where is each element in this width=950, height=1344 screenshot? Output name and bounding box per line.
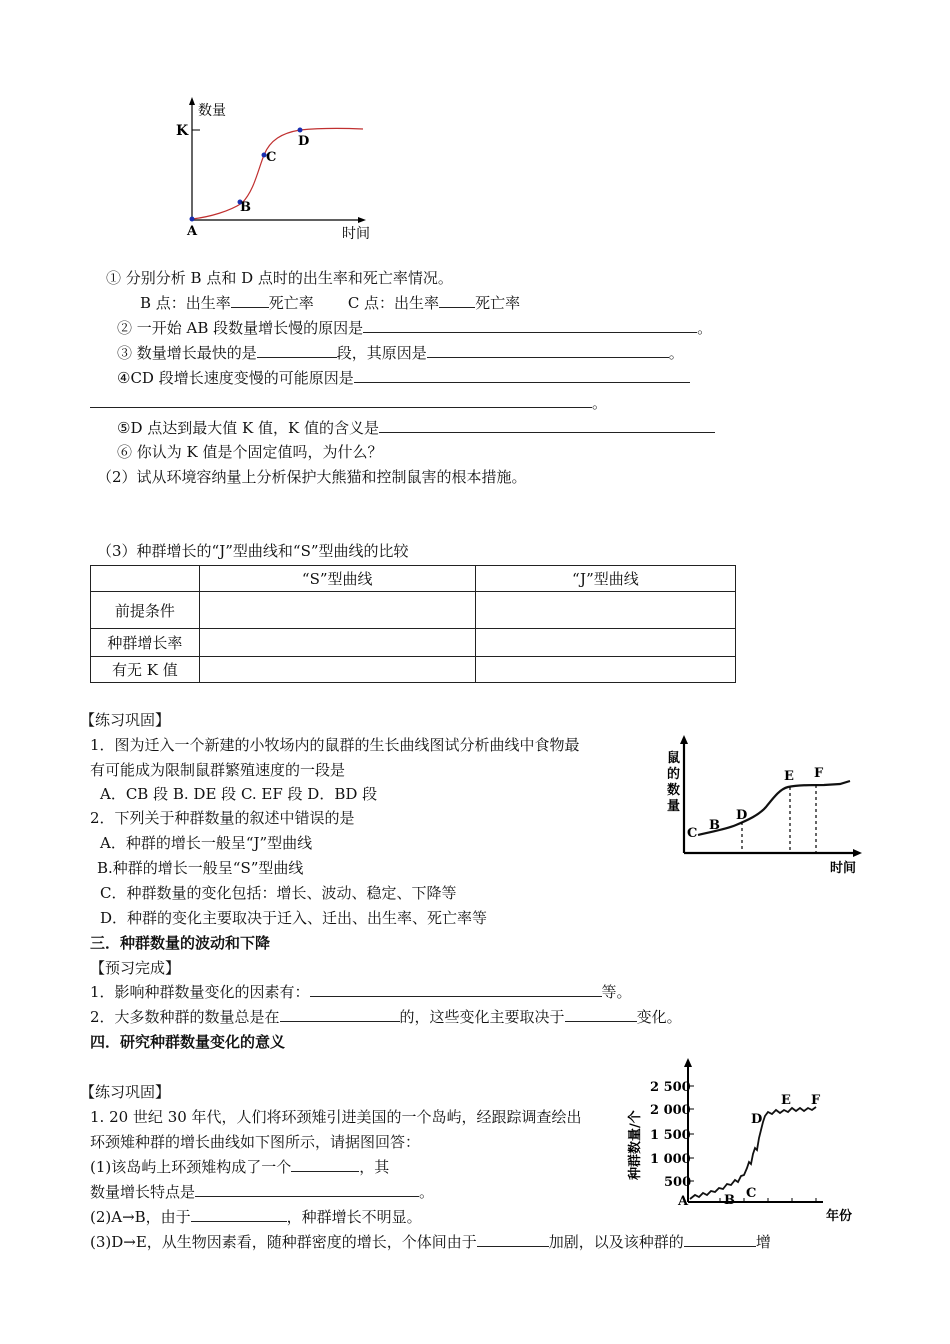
k-label: K — [176, 123, 189, 139]
row-label-premise: 前提条件 — [91, 592, 200, 629]
p1-line-a: 1．图为迁入一个新建的小牧场内的鼠群的生长曲线图试分析曲线中食物最 — [90, 736, 580, 754]
point-a-marker — [190, 217, 195, 222]
x-axis-arrow-icon — [853, 849, 862, 857]
population-type-blank[interactable] — [291, 1157, 359, 1172]
s-curve-figure — [170, 95, 390, 245]
p2-option-b: B.种群的增长一般呈“S”型曲线 — [97, 859, 304, 877]
row-label-k-value: 有无 K 值 — [91, 657, 200, 683]
table-header-empty — [91, 566, 200, 592]
p2-option-c: C．种群数量的变化包括：增长、波动、稳定、下降等 — [100, 884, 457, 902]
mouse-curve-figure — [664, 735, 874, 880]
fluctuation-blank[interactable] — [280, 1007, 400, 1022]
q1-line1: ① 分别分析 B 点和 D 点时的出生率和死亡率情况。 — [106, 269, 453, 287]
ab-reason-blank[interactable] — [363, 318, 697, 333]
point-b-label: B — [709, 818, 720, 833]
y-label-char-3: 数 — [667, 783, 681, 798]
table-row — [91, 592, 736, 629]
point-e-label: E — [784, 769, 794, 784]
p2-line6: (3)D→E，从生物因素看，随种群密度的增长，个体间由于 加剧，以及该种群的 增 — [90, 1233, 771, 1251]
p1-options: A．CB 段 B. DE 段 C. EF 段 D．BD 段 — [100, 785, 378, 803]
point-a-label: A — [678, 1194, 689, 1209]
cd-reason-blank[interactable] — [354, 368, 690, 383]
q1-line2: B 点：出生率 死亡率 C 点：出生率 死亡率 — [140, 294, 521, 312]
cell-s-k-value[interactable] — [199, 657, 475, 683]
p2-question: 2．下列关于种群数量的叙述中错误的是 — [90, 809, 355, 827]
tick-label-2000: 2 000 — [650, 1103, 691, 1118]
comparison-table — [90, 565, 736, 683]
q1-line3: ② 一开始 AB 段数量增长慢的原因是 。 — [117, 319, 713, 337]
point-d-label: D — [298, 134, 310, 149]
table-header-row — [91, 566, 736, 592]
section-3-title: 三．种群数量的波动和下降 — [90, 934, 271, 952]
tick-label-1500: 1 500 — [650, 1128, 691, 1143]
k-meaning-blank[interactable] — [379, 418, 715, 433]
c-birth-blank[interactable] — [439, 293, 475, 308]
p1-line-b: 有可能成为限制鼠群繁殖速度的一段是 — [90, 761, 346, 779]
s-curve-line — [192, 128, 363, 219]
q2-text: （2）试从环境容纳量上分析保护大熊猫和控制鼠害的根本措施。 — [97, 468, 527, 486]
mouse-curve-line — [698, 781, 850, 835]
point-b-label: B — [240, 200, 251, 215]
table-row — [91, 657, 736, 683]
p2-option-d: D．种群的变化主要取决于迁入、迁出、出生率、死亡率等 — [100, 909, 488, 927]
y-label-char-2: 的 — [667, 767, 681, 782]
p2-line5: (2)A→B，由于 ，种群增长不明显。 — [90, 1208, 422, 1226]
practice-heading-2: 【练习巩固】 — [80, 1083, 171, 1101]
section-4-title: 四．研究种群数量变化的意义 — [90, 1033, 286, 1051]
cell-s-growth-rate[interactable] — [199, 629, 475, 657]
point-d-label: D — [736, 808, 748, 823]
point-d-marker — [298, 128, 303, 133]
competition-blank[interactable] — [477, 1232, 549, 1247]
point-c-label: C — [266, 150, 277, 165]
tick-label-2500: 2 500 — [650, 1080, 691, 1095]
y-label-char-4: 量 — [667, 799, 681, 814]
x-axis-label: 年份 — [826, 1209, 853, 1224]
x-axis-label: 时间 — [830, 861, 857, 876]
tick-label-1000: 1 000 — [650, 1152, 691, 1167]
s3-line1: 1．影响种群数量变化的因素有： 等。 — [90, 983, 632, 1001]
pheasant-curve-figure — [618, 1058, 868, 1228]
practice-heading: 【练习巩固】 — [80, 711, 171, 729]
ab-cause-blank[interactable] — [191, 1207, 287, 1222]
cell-j-growth-rate[interactable] — [475, 629, 735, 657]
point-f-label: F — [814, 766, 824, 781]
x-axis-label: 时间 — [342, 226, 370, 242]
p2-line1: 1. 20 世纪 30 年代，人们将环颈雉引进美国的一个岛屿，经跟踪调查绘出 — [90, 1108, 582, 1126]
x-axis-arrow-icon — [358, 217, 366, 223]
q1-line4: ③ 数量增长最快的是 段，其原因是 。 — [117, 344, 684, 362]
q1-line6: 。 — [90, 393, 607, 413]
y-label-char-1: 鼠 — [667, 751, 681, 766]
table-header-s: “S”型曲线 — [199, 566, 475, 592]
cell-s-premise[interactable] — [199, 592, 475, 629]
table-header-j: “J”型曲线 — [475, 566, 735, 592]
point-b-label: B — [724, 1193, 735, 1208]
fastest-reason-blank[interactable] — [427, 343, 669, 358]
cell-j-k-value[interactable] — [475, 657, 735, 683]
predator-blank[interactable] — [684, 1232, 756, 1247]
q1-line5: ④CD 段增长速度变慢的可能原因是 — [117, 368, 690, 388]
y-axis-arrow-icon — [189, 97, 195, 105]
s3-line2: 2．大多数种群的数量总是在 的，这些变化主要取决于 变化。 — [90, 1008, 682, 1026]
point-e-label: E — [781, 1093, 791, 1108]
p2-option-a: A．种群的增长一般呈“J”型曲线 — [100, 834, 313, 852]
preview-heading: 【预习完成】 — [90, 959, 181, 977]
p2-line2: 环颈雉种群的增长曲线如下图所示，请据图回答： — [90, 1133, 421, 1151]
y-axis-label: 种群数量/个 — [628, 1110, 643, 1180]
cd-reason-blank-cont[interactable] — [90, 393, 592, 408]
growth-feature-blank[interactable] — [195, 1182, 419, 1197]
point-f-label: F — [811, 1093, 821, 1108]
cell-j-premise[interactable] — [475, 592, 735, 629]
y-axis-label: 数量 — [198, 103, 226, 119]
b-birth-blank[interactable] — [231, 293, 269, 308]
p2-line4: 数量增长特点是 。 — [90, 1183, 435, 1201]
y-axis-arrow-icon — [684, 1058, 692, 1067]
table-row — [91, 629, 736, 657]
point-c-label: C — [687, 826, 698, 841]
q1-line8: ⑥ 你认为 K 值是个固定值吗，为什么？ — [117, 443, 383, 461]
q1-line7: ⑤D 点达到最大值 K 值，K 值的含义是 — [117, 418, 715, 438]
row-label-growth-rate: 种群增长率 — [91, 629, 200, 657]
p2-line3: (1)该岛屿上环颈雉构成了一个 ，其 — [90, 1158, 390, 1176]
y-axis-arrow-icon — [680, 735, 688, 744]
point-c-label: C — [746, 1186, 757, 1201]
tick-label-500: 500 — [664, 1175, 692, 1190]
fastest-segment-blank[interactable] — [257, 343, 337, 358]
depends-blank[interactable] — [565, 1007, 637, 1022]
point-d-label: D — [751, 1112, 763, 1127]
factors-blank[interactable] — [310, 982, 602, 997]
q3-text: （3）种群增长的“J”型曲线和“S”型曲线的比较 — [97, 542, 409, 560]
point-a-label: A — [187, 224, 198, 239]
